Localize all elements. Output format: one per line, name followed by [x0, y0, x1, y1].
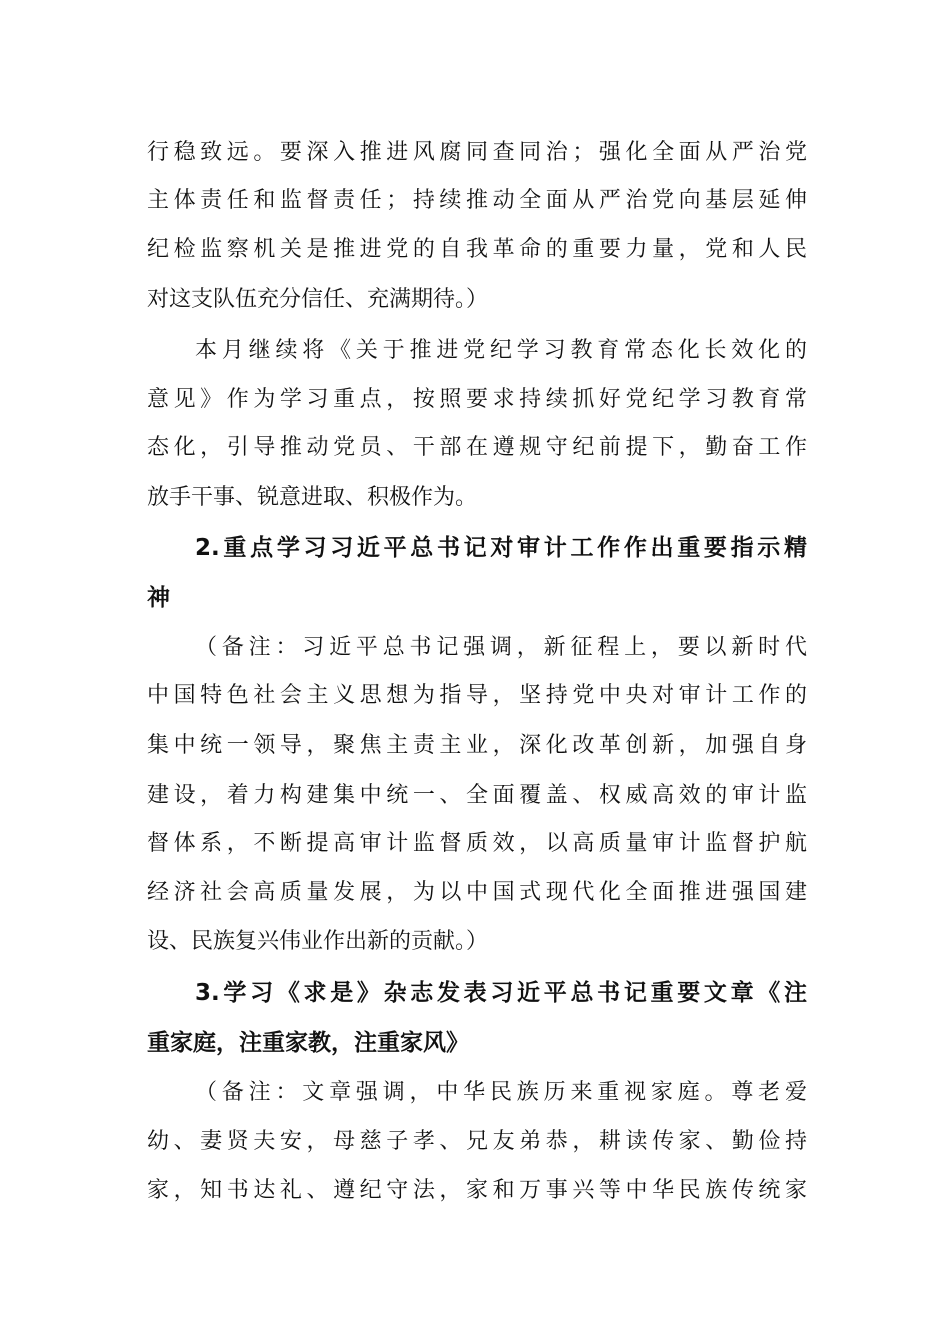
- paragraph-line: 中国特色社会主义思想为指导，坚持党中央对审计工作的: [147, 683, 807, 708]
- section-heading: 2.重点学习习近平总书记对审计工作作出重要指示精: [195, 535, 807, 561]
- paragraph-line: 集中统一领导，聚焦主责主业，深化改革创新，加强自身: [147, 733, 807, 758]
- paragraph-line: 督体系，不断提高审计监督质效，以高质量审计监督护航: [147, 831, 807, 856]
- paragraph-line: 对这支队伍充分信任、充满期待。）: [147, 287, 489, 312]
- paragraph-line: 行稳致远。要深入推进风腐同查同治；强化全面从严治党: [147, 140, 807, 165]
- paragraph-line: 放手干事、锐意进取、积极作为。: [147, 485, 478, 510]
- section-heading: 重家庭，注重家教，注重家风》: [147, 1030, 469, 1056]
- paragraph-line: 本月继续将《关于推进党纪学习教育常态化长效化的: [195, 338, 807, 363]
- paragraph-line: （备注：文章强调，中华民族历来重视家庭。尊老爱: [195, 1080, 807, 1105]
- paragraph-line: 家，知书达礼、遵纪守法，家和万事兴等中华民族传统家: [147, 1178, 807, 1203]
- paragraph-line: 建设，着力构建集中统一、全面覆盖、权威高效的审计监: [147, 783, 807, 808]
- paragraph-line: 主体责任和监督责任；持续推动全面从严治党向基层延伸: [147, 188, 807, 213]
- paragraph-line: 幼、妻贤夫安，母慈子孝、兄友弟恭，耕读传家、勤俭持: [147, 1129, 807, 1154]
- paragraph-line: 意见》作为学习重点，按照要求持续抓好党纪学习教育常: [147, 387, 807, 412]
- paragraph-line: 纪检监察机关是推进党的自我革命的重要力量，党和人民: [147, 237, 807, 262]
- section-heading: 3.学习《求是》杂志发表习近平总书记重要文章《注: [195, 980, 807, 1006]
- paragraph-line: 经济社会高质量发展，为以中国式现代化全面推进强国建: [147, 880, 807, 905]
- section-heading: 神: [147, 585, 170, 611]
- paragraph-line: 设、民族复兴伟业作出新的贡献。）: [147, 929, 489, 954]
- paragraph-line: （备注：习近平总书记强调，新征程上，要以新时代: [195, 635, 807, 660]
- paragraph-line: 态化，引导推动党员、干部在遵规守纪前提下，勤奋工作: [147, 435, 807, 460]
